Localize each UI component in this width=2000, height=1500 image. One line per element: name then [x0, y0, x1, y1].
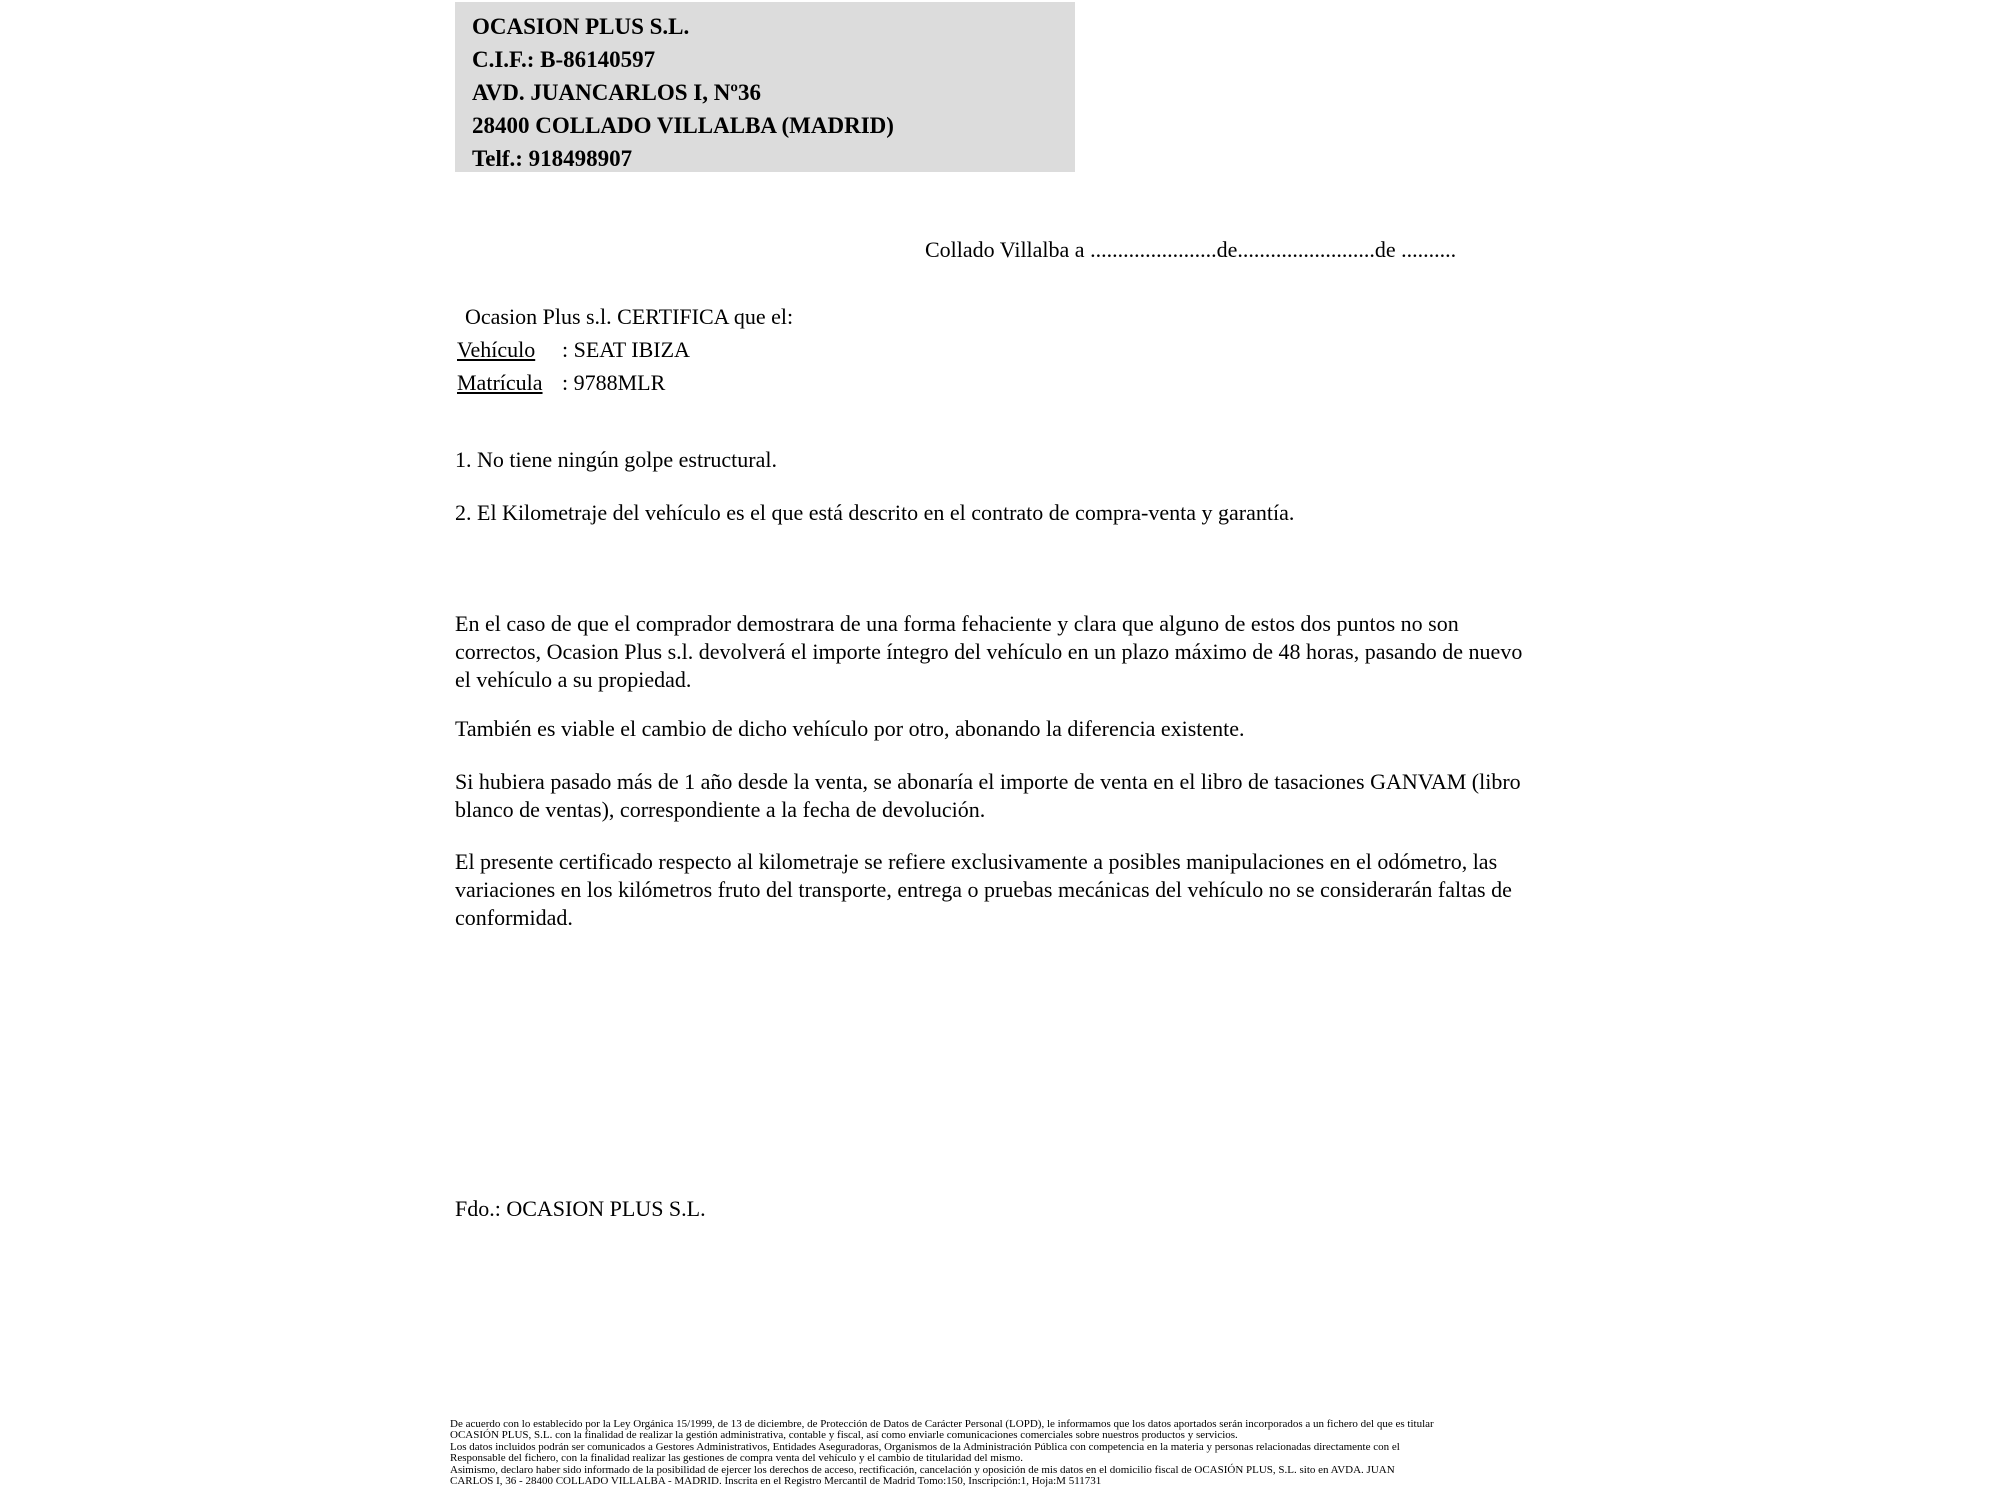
signature-line: Fdo.: OCASION PLUS S.L.	[455, 1196, 706, 1221]
paragraph-ganvam: Si hubiera pasado más de 1 año desde la venta, se abonaría el importe de venta en el libro de tasaciones GANVAM (libro blanco de ventas), correspondiente a la fecha de devolución.	[455, 769, 1521, 822]
legal-line: Responsable del fichero, con la finalidad realizar las gestiones de compra venta del vehículo y el cambio de titularidad del mismo.	[450, 1452, 1024, 1465]
plate-row	[457, 366, 793, 399]
company-address: AVD. JUANCARLOS I, Nº36	[472, 80, 761, 105]
plate-label: Matrícula	[457, 370, 543, 395]
legal-line: CARLOS I, 36 - 28400 COLLADO VILLALBA - MADRID. Inscrita en el Registro Mercantil de Madrid Tomo:150, Inscripción:1, Hoja:M 511731	[450, 1475, 1102, 1488]
company-name: OCASION PLUS S.L.	[472, 14, 690, 39]
legal-notice	[450, 1419, 1560, 1487]
company-cif: C.I.F.: B-86140597	[472, 47, 656, 72]
date-line: Collado Villalba a .......................de.........................de ..........	[925, 237, 1457, 262]
certify-intro: Ocasion Plus s.l. CERTIFICA que el:	[465, 304, 794, 329]
legal-line: Los datos incluidos podrán ser comunicados a Gestores Administrativos, Entidades Aseguradoras, Organismos de la Administración Pública con competencia en la materia y personas relacionadas directamente con el	[450, 1440, 1400, 1453]
vehicle-value: : SEAT IBIZA	[562, 337, 690, 362]
company-city: 28400 COLLADO VILLALBA (MADRID)	[472, 113, 894, 138]
company-header-box	[455, 2, 1075, 172]
paragraph-odometer: El presente certificado respecto al kilometraje se refiere exclusivamente a posibles manipulaciones en el odómetro, las variaciones en los kilómetros fruto del transporte, entrega o pruebas mecánicas del vehículo no se considerarán faltas de conformidad.	[455, 849, 1512, 930]
certification-block	[457, 300, 793, 399]
vehicle-label: Vehículo	[457, 337, 536, 362]
vehicle-row	[457, 333, 793, 366]
plate-value: : 9788MLR	[562, 370, 666, 395]
condition-point-1: 1. No tiene ningún golpe estructural.	[455, 447, 777, 472]
company-phone: Telf.: 918498907	[472, 146, 633, 171]
legal-line: De acuerdo con lo establecido por la Ley Orgánica 15/1999, de 13 de diciembre, de Protección de Datos de Carácter Personal (LOPD), le informamos que los datos aportados serán incorporados a un fichero del que es titular	[450, 1418, 1434, 1430]
legal-line: OCASIÓN PLUS, S.L. con la finalidad de realizar la gestión administrativa, contable y fiscal, así como enviarle comunicaciones comerciales sobre nuestros productos y servicios.	[450, 1429, 1238, 1442]
paragraph-exchange: También es viable el cambio de dicho vehículo por otro, abonando la diferencia existente.	[455, 716, 1245, 741]
condition-point-2: 2. El Kilometraje del vehículo es el que está descrito en el contrato de compra-venta y garantía.	[455, 500, 1295, 525]
legal-line: Asimismo, declaro haber sido informado de la posibilidad de ejercer los derechos de acceso, rectificación, cancelación y oposición de mis datos en el domicilio fiscal de OCASIÓN PLUS, S.L. sito en AVDA. JUAN	[450, 1463, 1395, 1476]
paragraph-refund: En el caso de que el comprador demostrara de una forma fehaciente y clara que alguno de estos dos puntos no son correctos, Ocasion Plus s.l. devolverá el importe íntegro del vehículo en un plazo máximo de 48 horas, pasando de nuevo el vehículo a su propiedad.	[455, 611, 1523, 692]
